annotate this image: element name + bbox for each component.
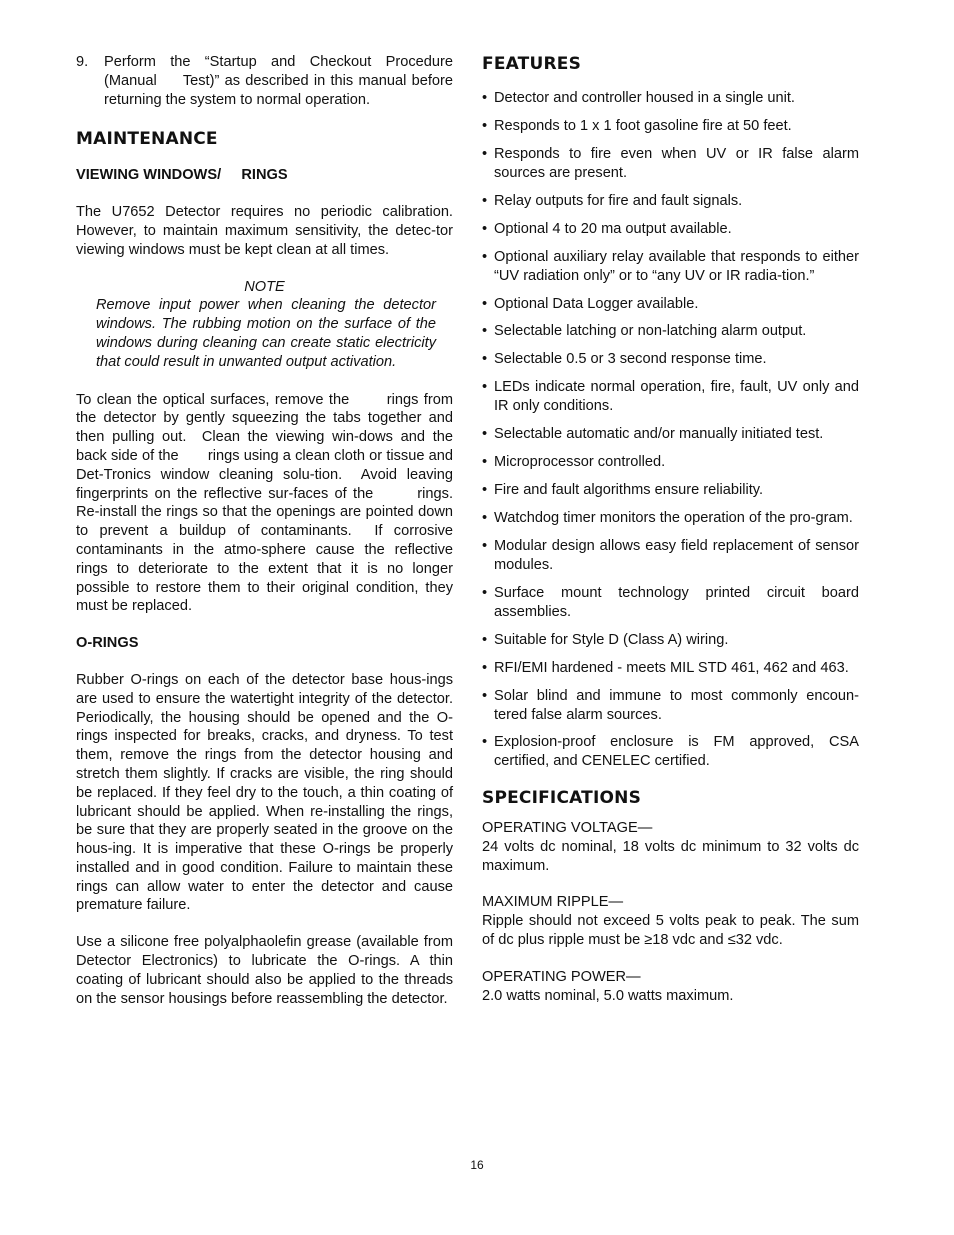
viewing-paragraph: The U7652 Detector requires no periodic calibration. However, to maintain maximum sensitivity, the detec-tor viewing windows must be kept clean at all times. bbox=[76, 204, 453, 258]
bullet-icon: • bbox=[482, 584, 488, 601]
feature-item bbox=[482, 481, 859, 500]
bullet-icon: • bbox=[482, 220, 488, 237]
bullet-icon: • bbox=[482, 734, 488, 751]
feature-item bbox=[482, 145, 859, 183]
feature-item bbox=[482, 453, 859, 472]
o-rings-paragraph: Rubber O-rings on each of the detector base hous-ings are used to ensure the watertight integrity of the detector. Periodically, the housing should be opened and the O-rings inspected for breaks, cracks, and dryness. To test them, remove the rings from the detector housing and stretch them slightly. If cracks are visible, the ring should be replaced. If they feel dry to the touch, a thin coating of lubricant should be applied. When re-installing the rings, be sure that they are properly seated in the groove on the hous-ing. It is imperative that these O-rings be properly installed and in good condition. Failure to maintain these rings can allow water to enter the detector and cause premature failure. bbox=[76, 671, 453, 914]
feature-item bbox=[482, 248, 859, 286]
features-list bbox=[482, 89, 859, 771]
feature-text: RFI/EMI hardened - meets MIL STD 461, 462 and 463. bbox=[494, 659, 849, 676]
maintenance-heading: MAINTENANCE bbox=[76, 129, 218, 150]
feature-text: Relay outputs for fire and fault signals. bbox=[494, 192, 743, 209]
spec-value: 2.0 watts nominal, 5.0 watts maximum. bbox=[482, 987, 734, 1004]
bullet-icon: • bbox=[482, 659, 488, 676]
spec-label: OPERATING POWER— bbox=[482, 968, 641, 985]
features-heading: FEATURES bbox=[482, 54, 582, 74]
feature-item bbox=[482, 425, 859, 444]
feature-item bbox=[482, 295, 859, 314]
feature-item bbox=[482, 117, 859, 136]
step-text: Perform the “Startup and Checkout Procedure (Manual Test)” as described in this manual before returning the system to normal operation. bbox=[104, 54, 458, 108]
specifications-heading: SPECIFICATIONS bbox=[482, 788, 642, 809]
feature-text: Surface mount technology printed circuit board assemblies. bbox=[494, 584, 859, 620]
feature-item bbox=[482, 192, 859, 211]
feature-text: Responds to 1 x 1 foot gasoline fire at 50 feet. bbox=[494, 117, 792, 134]
specifications-list bbox=[482, 819, 859, 1005]
page-number: 16 bbox=[470, 1158, 484, 1172]
feature-item bbox=[482, 89, 859, 108]
bullet-icon: • bbox=[482, 145, 488, 162]
feature-item bbox=[482, 350, 859, 369]
feature-text: Detector and controller housed in a single unit. bbox=[494, 90, 795, 106]
feature-text: Suitable for Style D (Class A) wiring. bbox=[494, 631, 729, 648]
bullet-icon: • bbox=[482, 687, 488, 704]
spec-operating-voltage bbox=[482, 819, 859, 875]
o-rings-heading: O-RINGS bbox=[76, 635, 139, 652]
feature-text: Solar blind and immune to most commonly encoun-tered false alarm sources. bbox=[494, 687, 859, 723]
feature-item bbox=[482, 220, 859, 239]
feature-text: Optional Data Logger available. bbox=[494, 295, 699, 312]
spec-value: Ripple should not exceed 5 volts peak to peak. The sum of dc plus ripple must be ≥18 vdc and ≤32 vdc. bbox=[482, 913, 859, 949]
note-title: NOTE bbox=[244, 278, 285, 295]
feature-text: Responds to fire even when UV or IR false alarm sources are present. bbox=[494, 145, 859, 181]
feature-item bbox=[482, 584, 859, 622]
left-column bbox=[76, 53, 462, 1008]
feature-text: LEDs indicate normal operation, fire, fault, UV only and IR only conditions. bbox=[494, 379, 859, 415]
feature-text: Optional auxiliary relay available that responds to either “UV radiation only” or to “any UV or IR radia-tion.” bbox=[494, 248, 859, 284]
note-text: Remove input power when cleaning the detector windows. The rubbing motion on the surface of the windows during cleaning can create static electricity that could result in unwanted output activation. bbox=[96, 297, 436, 370]
bullet-icon: • bbox=[482, 351, 488, 368]
cleaning-paragraph: To clean the optical surfaces, remove the rings from the detector by gently squeezing the tabs together and then pulling out. Clean the viewing win-dows and the back side of the rings using a clean cloth or tissue and Det-Tronics window cleaning solu-tion. Avoid leaving fingerprints on the reflective sur-faces of the rings. Re-install the rings so that the openings are pointed down to prevent a buildup of contaminants. If corrosive contaminants in the atmo-sphere cause the reflective rings to deteriorate to the extent that it is no longer possible to restore them to their original condition, they must be replaced. bbox=[76, 391, 462, 615]
viewing-windows-heading: VIEWING WINDOWS/ RINGS bbox=[76, 167, 288, 184]
bullet-icon: • bbox=[482, 426, 488, 443]
feature-item bbox=[482, 537, 859, 575]
feature-text: Microprocessor controlled. bbox=[494, 454, 666, 471]
spec-operating-power bbox=[482, 968, 859, 1006]
feature-item bbox=[482, 687, 859, 725]
feature-text: Explosion-proof enclosure is FM approved, CSA certified, and CENELEC certified. bbox=[494, 734, 859, 770]
spec-label: MAXIMUM RIPPLE— bbox=[482, 894, 624, 911]
spec-maximum-ripple bbox=[482, 893, 859, 949]
bullet-icon: • bbox=[482, 192, 488, 209]
feature-text: Selectable automatic and/or manually initiated test. bbox=[494, 426, 824, 443]
note-block bbox=[76, 278, 453, 372]
feature-item bbox=[482, 631, 859, 650]
feature-text: Selectable latching or non-latching alarm output. bbox=[494, 323, 807, 340]
feature-item bbox=[482, 509, 859, 528]
bullet-icon: • bbox=[482, 90, 488, 106]
feature-text: Watchdog timer monitors the operation of the pro-gram. bbox=[494, 510, 853, 527]
bullet-icon: • bbox=[482, 379, 488, 396]
bullet-icon: • bbox=[482, 631, 488, 648]
grease-paragraph: Use a silicone free polyalphaolefin grease (available from Detector Electronics) to lubricate the O-rings. A thin coating of lubricant should also be applied to the threads on the sensor housings before reassembling the detector. bbox=[76, 934, 453, 1007]
bullet-icon: • bbox=[482, 248, 488, 265]
spec-value: 24 volts dc nominal, 18 volts dc minimum to 32 volts dc maximum. bbox=[482, 838, 859, 874]
feature-item bbox=[482, 733, 859, 771]
bullet-icon: • bbox=[482, 323, 488, 340]
bullet-icon: • bbox=[482, 295, 488, 312]
step-number: 9. bbox=[76, 54, 89, 70]
feature-item bbox=[482, 322, 859, 341]
bullet-icon: • bbox=[482, 454, 488, 471]
feature-text: Selectable 0.5 or 3 second response time. bbox=[494, 351, 767, 368]
feature-item bbox=[482, 659, 859, 678]
step-9 bbox=[76, 53, 458, 109]
bullet-icon: • bbox=[482, 538, 488, 555]
feature-text: Optional 4 to 20 ma output available. bbox=[494, 220, 732, 237]
feature-text: Fire and fault algorithms ensure reliability. bbox=[494, 482, 764, 499]
bullet-icon: • bbox=[482, 510, 488, 527]
right-column bbox=[482, 53, 859, 1005]
bullet-icon: • bbox=[482, 117, 488, 134]
feature-text: Modular design allows easy field replacement of sensor modules. bbox=[494, 538, 859, 573]
spec-label: OPERATING VOLTAGE— bbox=[482, 820, 653, 837]
bullet-icon: • bbox=[482, 482, 488, 499]
feature-item bbox=[482, 378, 859, 416]
